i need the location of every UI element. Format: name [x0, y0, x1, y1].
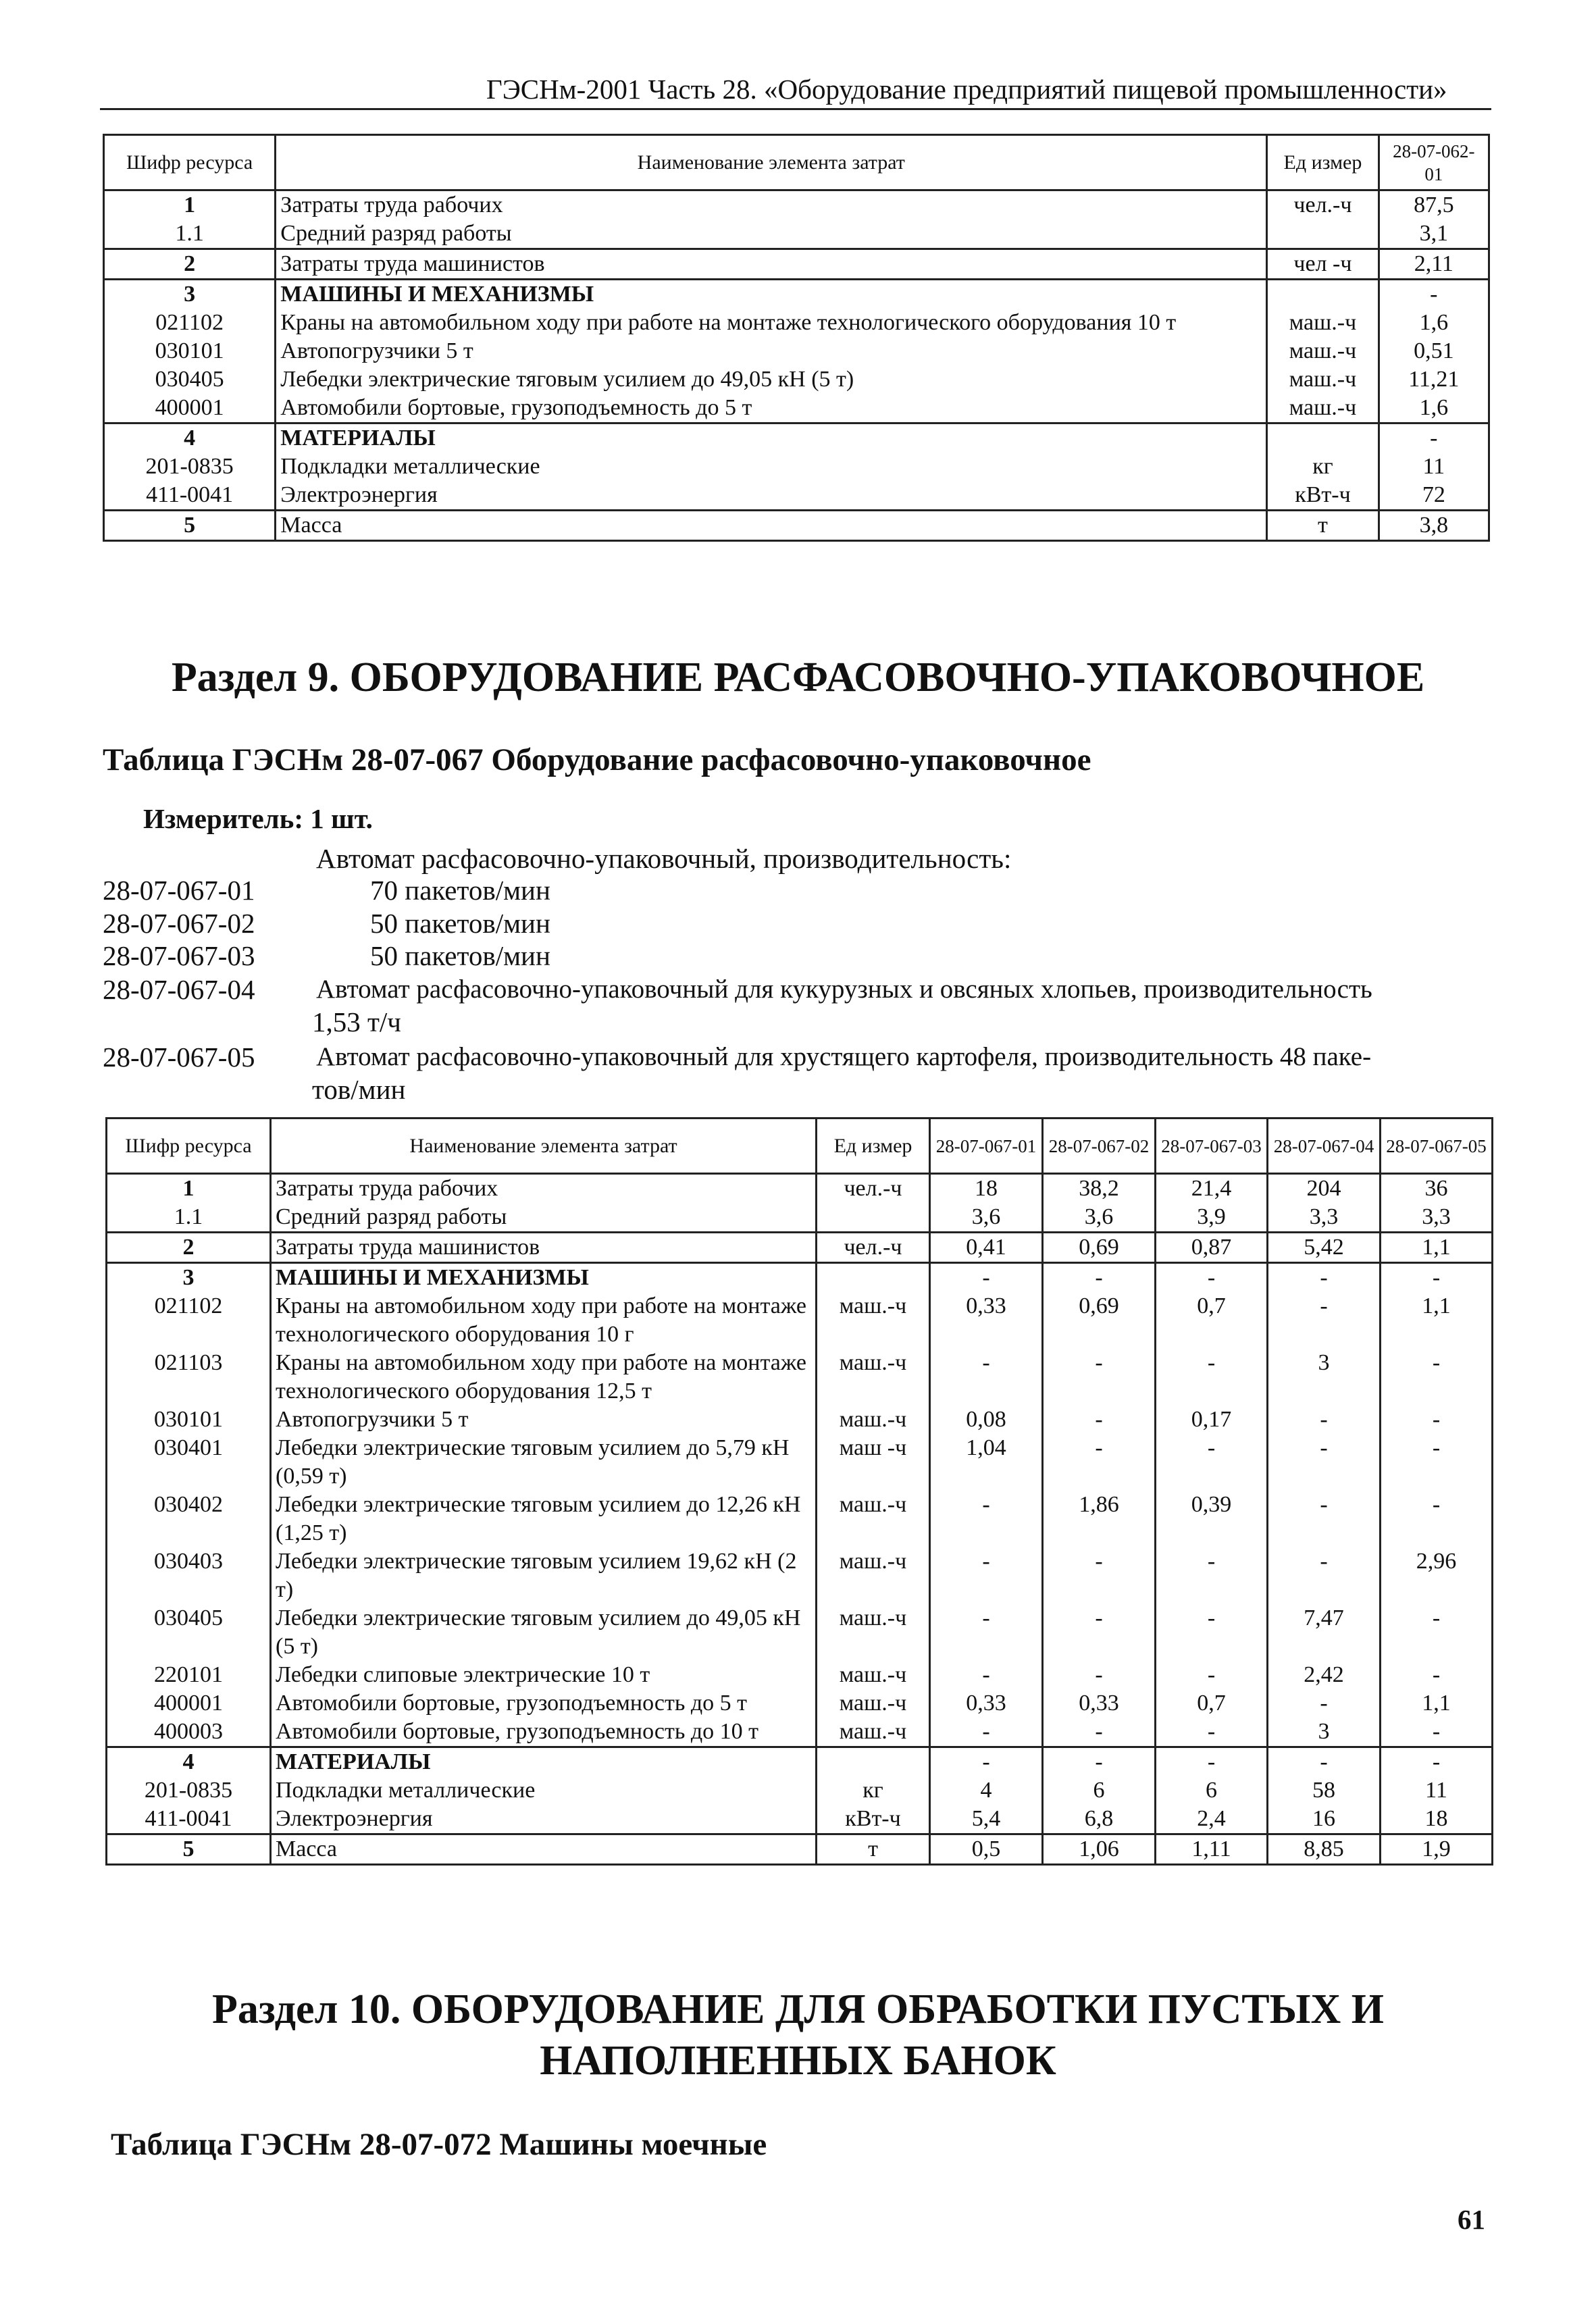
table-row: [104, 309, 1489, 337]
resource-unit: [1267, 280, 1379, 309]
resource-value: 87,5: [1379, 190, 1489, 220]
resource-value: -: [1268, 1434, 1381, 1491]
header-rule: [100, 108, 1491, 110]
header-unit: Ед измер: [817, 1119, 930, 1174]
resource-name: Затраты труда машинистов: [271, 1233, 817, 1263]
table-row: [107, 1406, 1493, 1434]
resource-name: МАШИНЫ И МЕХАНИЗМЫ: [276, 280, 1267, 309]
resource-name: МАТЕРИАЛЫ: [271, 1747, 817, 1777]
meter-label: Измеритель:: [143, 803, 304, 834]
header-col-067-01: 28-07-067-01: [930, 1119, 1043, 1174]
resource-unit: маш.-ч: [1267, 365, 1379, 394]
resource-code: 030101: [104, 337, 276, 365]
resource-value: 2,42: [1268, 1661, 1381, 1689]
resource-unit: кВт-ч: [1267, 481, 1379, 511]
resource-value: -: [1043, 1547, 1156, 1604]
resource-value: -: [1381, 1661, 1493, 1689]
resource-code: 021102: [104, 309, 276, 337]
resource-value: -: [1156, 1547, 1268, 1604]
resource-value: 3: [1268, 1718, 1381, 1747]
resource-unit: кг: [1267, 453, 1379, 481]
table-row: [107, 1776, 1493, 1805]
resource-code: 030405: [107, 1604, 271, 1661]
resource-value: -: [1381, 1349, 1493, 1406]
resource-unit: маш.-ч: [817, 1292, 930, 1349]
header-name: Наименование элемента затрат: [271, 1119, 817, 1174]
variant-code: 28-07-067-04: [103, 974, 255, 1005]
meter-value: 1 шт.: [310, 803, 373, 834]
table-row: [107, 1689, 1493, 1718]
table-row: [107, 1805, 1493, 1834]
resource-value: -: [1156, 1434, 1268, 1491]
resource-code: 021102: [107, 1292, 271, 1349]
resource-value: 11: [1379, 453, 1489, 481]
resource-value: 1,11: [1156, 1834, 1268, 1865]
resource-value: 3,3: [1268, 1203, 1381, 1233]
table-row: [104, 365, 1489, 394]
header-col-062-01: 28-07-062-01: [1379, 135, 1489, 190]
resource-name: Автомобили бортовые, грузоподъемность до 10 т: [271, 1718, 817, 1747]
resource-unit: маш.-ч: [817, 1604, 930, 1661]
resource-value: 1,1: [1381, 1233, 1493, 1263]
resource-code: 220101: [107, 1661, 271, 1689]
resource-name: Подкладки металлические: [276, 453, 1267, 481]
header-name: Наименование элемента затрат: [276, 135, 1267, 190]
resource-name: Автопогрузчики 5 т: [276, 337, 1267, 365]
resource-unit: маш.-ч: [1267, 309, 1379, 337]
resource-value: 1,1: [1381, 1689, 1493, 1718]
resource-unit: кВт-ч: [817, 1805, 930, 1834]
resource-value: -: [1268, 1491, 1381, 1547]
resource-value: -: [930, 1604, 1043, 1661]
table-row: [104, 280, 1489, 309]
resource-unit: [1267, 220, 1379, 249]
resource-name: МАШИНЫ И МЕХАНИЗМЫ: [271, 1263, 817, 1293]
table-row: [107, 1203, 1493, 1233]
resource-name: Средний разряд работы: [271, 1203, 817, 1233]
resource-value: -: [930, 1661, 1043, 1689]
resource-value: -: [1156, 1661, 1268, 1689]
resource-value: -: [1268, 1689, 1381, 1718]
resource-value: -: [1268, 1406, 1381, 1434]
resource-unit: маш.-ч: [1267, 394, 1379, 423]
resource-code: 4: [104, 423, 276, 453]
table-row: [104, 220, 1489, 249]
resource-name: Электроэнергия: [276, 481, 1267, 511]
resource-value: 6: [1043, 1776, 1156, 1805]
variant-desc-cont: 1,53 т/ч: [312, 1006, 401, 1037]
resource-code: 400001: [107, 1689, 271, 1718]
resource-code: 5: [107, 1834, 271, 1865]
resource-name: Подкладки металлические: [271, 1776, 817, 1805]
resource-value: 1,86: [1043, 1491, 1156, 1547]
variant-desc: 50 пакетов/мин: [370, 908, 550, 939]
table-row: [107, 1747, 1493, 1777]
section-10-title: Раздел 10. ОБОРУДОВАНИЕ ДЛЯ ОБРАБОТКИ ПУСТЫХ И: [212, 1986, 1384, 2032]
resource-unit: [817, 1747, 930, 1777]
page-number: 61: [1458, 2204, 1485, 2235]
resource-value: -: [1268, 1263, 1381, 1293]
variant-code: 28-07-067-01: [103, 875, 255, 906]
resource-value: -: [1043, 1604, 1156, 1661]
table-row: [107, 1292, 1493, 1349]
resource-unit: т: [1267, 511, 1379, 541]
resource-value: 1,06: [1043, 1834, 1156, 1865]
resource-value: 7,47: [1268, 1604, 1381, 1661]
resource-unit: маш.-ч: [817, 1689, 930, 1718]
running-header: ГЭСНм-2001 Часть 28. «Оборудование предприятий пищевой промышленности»: [486, 74, 1447, 105]
resource-unit: маш.-ч: [817, 1349, 930, 1406]
resource-value: -: [1156, 1604, 1268, 1661]
resource-value: -: [1043, 1406, 1156, 1434]
resource-code: 411-0041: [104, 481, 276, 511]
resource-name: Масса: [276, 511, 1267, 541]
table-row: [107, 1434, 1493, 1491]
resource-value: -: [1381, 1434, 1493, 1491]
resource-value: -: [1043, 1718, 1156, 1747]
table-row: [107, 1233, 1493, 1263]
resource-value: 38,2: [1043, 1174, 1156, 1204]
resource-value: 3,9: [1156, 1203, 1268, 1233]
meter-line: [143, 802, 373, 835]
resource-value: -: [930, 1747, 1043, 1777]
resource-unit: маш.-ч: [817, 1491, 930, 1547]
resource-value: 0,33: [930, 1292, 1043, 1349]
resource-unit: чел.-ч: [1267, 190, 1379, 220]
resource-value: 0,51: [1379, 337, 1489, 365]
header-code: Шифр ресурса: [107, 1119, 271, 1174]
resource-value: -: [1268, 1292, 1381, 1349]
resource-value: -: [1268, 1547, 1381, 1604]
table-row: [104, 394, 1489, 423]
resource-value: 58: [1268, 1776, 1381, 1805]
variant-code: 28-07-067-02: [103, 908, 255, 939]
resource-value: 3,8: [1379, 511, 1489, 541]
resource-name: Лебедки электрические тяговым усилием до 12,26 кН (1,25 т): [271, 1491, 817, 1547]
resource-value: 2,96: [1381, 1547, 1493, 1604]
variant-code: 28-07-067-03: [103, 940, 255, 971]
table-067-title: Таблица ГЭСНм 28-07-067 Оборудование расфасовочно-упаковочное: [103, 742, 1091, 777]
variants-intro: Автомат расфасовочно-упаковочный, производительность:: [316, 843, 1012, 874]
resource-value: 3,1: [1379, 220, 1489, 249]
resource-unit: чел.-ч: [817, 1233, 930, 1263]
resource-value: 0,7: [1156, 1689, 1268, 1718]
header-col-067-02: 28-07-067-02: [1043, 1119, 1156, 1174]
resource-code: 2: [107, 1233, 271, 1263]
resource-value: 1,6: [1379, 394, 1489, 423]
resource-name: Лебедки электрические тяговым усилием до 49,05 кН (5 т): [271, 1604, 817, 1661]
resource-value: 2,11: [1379, 249, 1489, 280]
resource-name: Автомобили бортовые, грузоподъемность до 5 т: [271, 1689, 817, 1718]
resource-unit: чел -ч: [1267, 249, 1379, 280]
resource-code: 201-0835: [104, 453, 276, 481]
resource-unit: маш.-ч: [817, 1547, 930, 1604]
resource-table-062: [103, 134, 1490, 542]
resource-value: 21,4: [1156, 1174, 1268, 1204]
resource-value: 4: [930, 1776, 1043, 1805]
resource-value: -: [1043, 1349, 1156, 1406]
variant-desc: Автомат расфасовочно-упаковочный для кукурузных и овсяных хлопьев, производительность: [316, 975, 1372, 1004]
variant-desc-cont: тов/мин: [312, 1074, 406, 1105]
resource-value: -: [1379, 280, 1489, 309]
resource-value: 1,9: [1381, 1834, 1493, 1865]
resource-value: 1,6: [1379, 309, 1489, 337]
table-row: [107, 1661, 1493, 1689]
resource-value: 6: [1156, 1776, 1268, 1805]
resource-value: 3,6: [1043, 1203, 1156, 1233]
resource-value: 18: [1381, 1805, 1493, 1834]
resource-value: -: [930, 1547, 1043, 1604]
resource-name: Краны на автомобильном ходу при работе на монтаже технологического оборудования 10 г: [271, 1292, 817, 1349]
resource-name: Затраты труда машинистов: [276, 249, 1267, 280]
resource-value: 0,33: [1043, 1689, 1156, 1718]
table-row: [107, 1263, 1493, 1293]
variant-desc: 70 пакетов/мин: [370, 875, 550, 906]
resource-value: 3,6: [930, 1203, 1043, 1233]
table-row: [107, 1174, 1493, 1204]
resource-value: 0,5: [930, 1834, 1043, 1865]
resource-name: Затраты труда рабочих: [271, 1174, 817, 1204]
resource-name: Лебедки электрические тяговым усилием до 49,05 кН (5 т): [276, 365, 1267, 394]
table-row: [104, 481, 1489, 511]
resource-value: 0,87: [1156, 1233, 1268, 1263]
resource-value: -: [1043, 1263, 1156, 1293]
resource-value: -: [1381, 1263, 1493, 1293]
resource-name: Автопогрузчики 5 т: [271, 1406, 817, 1434]
resource-code: 1.1: [104, 220, 276, 249]
resource-name: Лебедки слиповые электрические 10 т: [271, 1661, 817, 1689]
resource-code: 400003: [107, 1718, 271, 1747]
section-10-title-line2: НАПОЛНЕННЫХ БАНОК: [540, 2038, 1056, 2084]
resource-code: 030402: [107, 1491, 271, 1547]
resource-value: -: [1379, 423, 1489, 453]
resource-value: 5,42: [1268, 1233, 1381, 1263]
resource-unit: [1267, 423, 1379, 453]
table-row: [107, 1718, 1493, 1747]
table-row: [107, 1834, 1493, 1865]
resource-value: 72: [1379, 481, 1489, 511]
resource-value: 204: [1268, 1174, 1381, 1204]
resource-value: 2,4: [1156, 1805, 1268, 1834]
resource-name: Средний разряд работы: [276, 220, 1267, 249]
header-col-067-04: 28-07-067-04: [1268, 1119, 1381, 1174]
resource-code: 030405: [104, 365, 276, 394]
table-header-row: [104, 135, 1489, 190]
resource-unit: маш.-ч: [1267, 337, 1379, 365]
resource-name: Краны на автомобильном ходу при работе на монтаже технологического оборудования 12,5 т: [271, 1349, 817, 1406]
resource-value: -: [930, 1718, 1043, 1747]
resource-code: 400001: [104, 394, 276, 423]
resource-code: 5: [104, 511, 276, 541]
resource-value: -: [1043, 1661, 1156, 1689]
resource-value: -: [1381, 1718, 1493, 1747]
resource-value: 0,41: [930, 1233, 1043, 1263]
resource-name: Лебедки электрические тяговым усилием до 5,79 кН (0,59 т): [271, 1434, 817, 1491]
variant-desc: Автомат расфасовочно-упаковочный для хрустящего картофеля, производительность 48 паке-: [316, 1042, 1372, 1071]
resource-value: 0,69: [1043, 1233, 1156, 1263]
resource-value: 0,39: [1156, 1491, 1268, 1547]
resource-value: -: [1043, 1747, 1156, 1777]
resource-value: 36: [1381, 1174, 1493, 1204]
resource-unit: маш.-ч: [817, 1406, 930, 1434]
resource-value: 0,69: [1043, 1292, 1156, 1349]
resource-value: 16: [1268, 1805, 1381, 1834]
resource-value: 0,7: [1156, 1292, 1268, 1349]
resource-value: 0,17: [1156, 1406, 1268, 1434]
resource-unit: маш -ч: [817, 1434, 930, 1491]
resource-name: Лебедки электрические тяговым усилием 19,62 кН (2 т): [271, 1547, 817, 1604]
header-code: Шифр ресурса: [104, 135, 276, 190]
table-row: [107, 1349, 1493, 1406]
resource-name: МАТЕРИАЛЫ: [276, 423, 1267, 453]
table-row: [107, 1491, 1493, 1547]
resource-value: -: [1381, 1406, 1493, 1434]
resource-value: -: [930, 1263, 1043, 1293]
resource-code: 411-0041: [107, 1805, 271, 1834]
table-row: [104, 423, 1489, 453]
resource-name: Масса: [271, 1834, 817, 1865]
variant-code: 28-07-067-05: [103, 1042, 255, 1073]
table-072-title: Таблица ГЭСНм 28-07-072 Машины моечные: [111, 2127, 767, 2162]
header-unit: Ед измер: [1267, 135, 1379, 190]
resource-value: -: [1156, 1747, 1268, 1777]
resource-code: 201-0835: [107, 1776, 271, 1805]
resource-value: 0,33: [930, 1689, 1043, 1718]
resource-value: 8,85: [1268, 1834, 1381, 1865]
resource-value: -: [1043, 1434, 1156, 1491]
resource-value: -: [1268, 1747, 1381, 1777]
table-row: [107, 1547, 1493, 1604]
resource-name: Электроэнергия: [271, 1805, 817, 1834]
resource-code: 030401: [107, 1434, 271, 1491]
table-row: [104, 511, 1489, 541]
resource-name: Затраты труда рабочих: [276, 190, 1267, 220]
resource-value: -: [1156, 1263, 1268, 1293]
section-9-title: Раздел 9. ОБОРУДОВАНИЕ РАСФАСОВОЧНО-УПАКОВОЧНОЕ: [171, 654, 1425, 700]
resource-value: -: [1381, 1604, 1493, 1661]
resource-code: 1: [104, 190, 276, 220]
resource-unit: чел.-ч: [817, 1174, 930, 1204]
resource-value: -: [930, 1491, 1043, 1547]
table-header-row: [107, 1119, 1493, 1174]
resource-value: -: [1381, 1747, 1493, 1777]
table-row: [104, 249, 1489, 280]
table-row: [104, 337, 1489, 365]
resource-value: 6,8: [1043, 1805, 1156, 1834]
resource-code: 030403: [107, 1547, 271, 1604]
resource-name: Краны на автомобильном ходу при работе на монтаже технологического оборудования 10 т: [276, 309, 1267, 337]
resource-value: -: [1381, 1491, 1493, 1547]
resource-value: 1,04: [930, 1434, 1043, 1491]
resource-unit: [817, 1203, 930, 1233]
resource-value: 11: [1381, 1776, 1493, 1805]
resource-value: 18: [930, 1174, 1043, 1204]
table-row: [107, 1604, 1493, 1661]
resource-unit: т: [817, 1834, 930, 1865]
resource-code: 3: [104, 280, 276, 309]
resource-value: 1,1: [1381, 1292, 1493, 1349]
resource-value: 0,08: [930, 1406, 1043, 1434]
table-row: [104, 453, 1489, 481]
resource-value: 11,21: [1379, 365, 1489, 394]
resource-code: 3: [107, 1263, 271, 1293]
resource-value: 3,3: [1381, 1203, 1493, 1233]
resource-value: 5,4: [930, 1805, 1043, 1834]
resource-value: -: [1156, 1718, 1268, 1747]
header-col-067-03: 28-07-067-03: [1156, 1119, 1268, 1174]
resource-code: 1.1: [107, 1203, 271, 1233]
resource-code: 4: [107, 1747, 271, 1777]
resource-code: 021103: [107, 1349, 271, 1406]
resource-value: -: [930, 1349, 1043, 1406]
resource-name: Автомобили бортовые, грузоподъемность до 5 т: [276, 394, 1267, 423]
resource-unit: маш.-ч: [817, 1718, 930, 1747]
resource-unit: [817, 1263, 930, 1293]
header-col-067-05: 28-07-067-05: [1381, 1119, 1493, 1174]
resource-unit: кг: [817, 1776, 930, 1805]
resource-code: 2: [104, 249, 276, 280]
resource-code: 1: [107, 1174, 271, 1204]
table-row: [104, 190, 1489, 220]
resource-code: 030101: [107, 1406, 271, 1434]
resource-table-067: [105, 1117, 1493, 1866]
variant-desc: 50 пакетов/мин: [370, 940, 550, 971]
resource-value: 3: [1268, 1349, 1381, 1406]
resource-unit: маш.-ч: [817, 1661, 930, 1689]
resource-value: -: [1156, 1349, 1268, 1406]
